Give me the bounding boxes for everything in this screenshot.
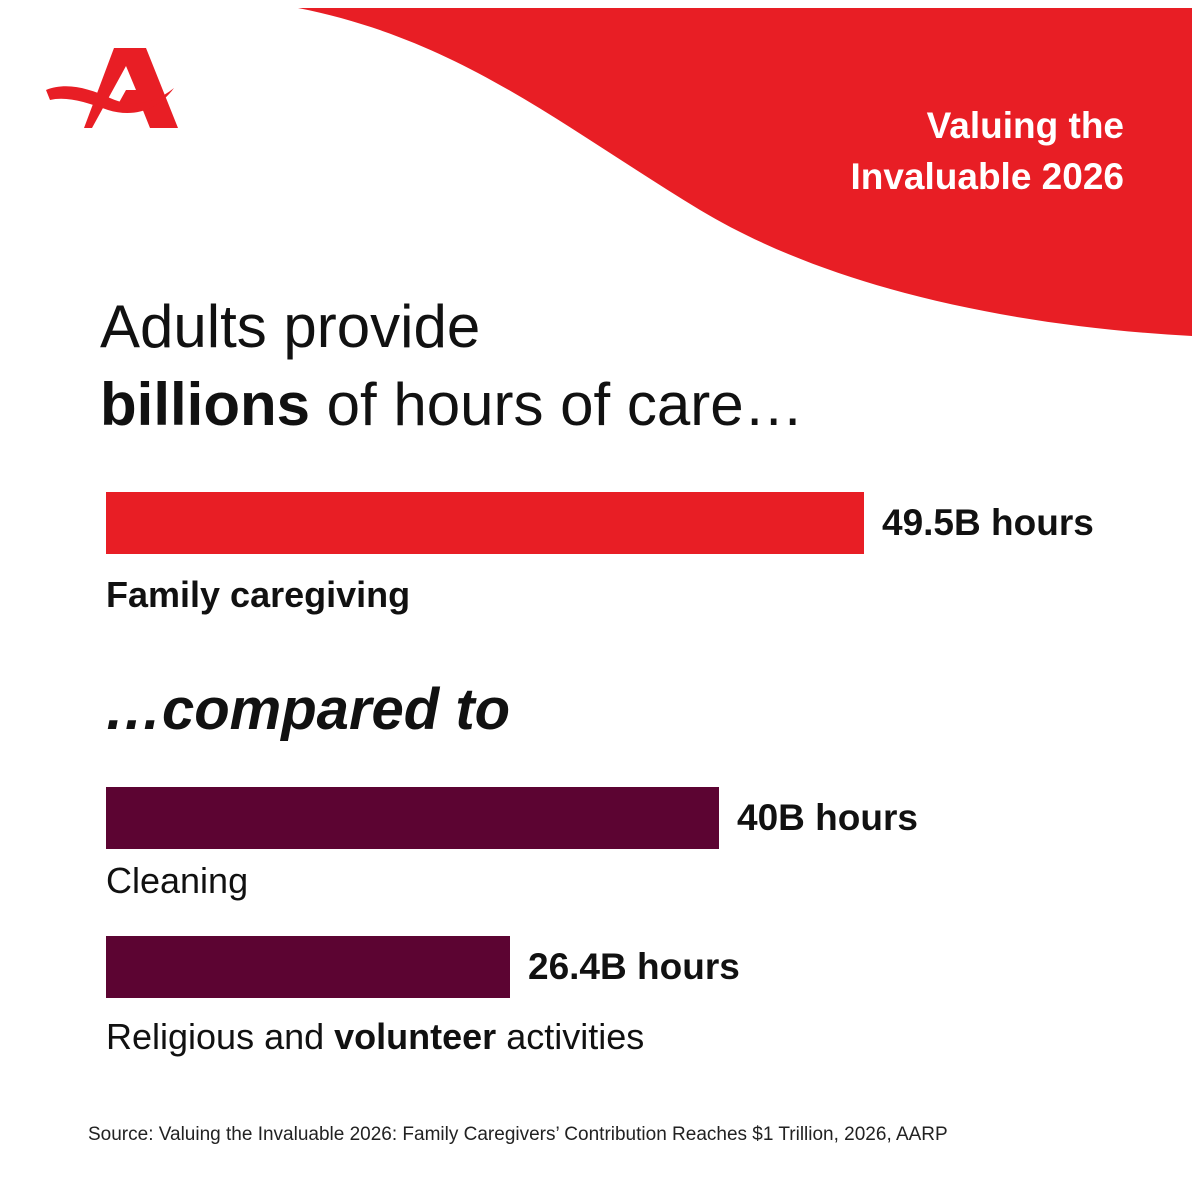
category-label-family-caregiving: Family caregiving bbox=[106, 574, 411, 615]
bar-family-caregiving bbox=[106, 492, 864, 554]
religious-label-emphasis: volunteer bbox=[334, 1016, 497, 1057]
category-label-cleaning: Cleaning bbox=[106, 860, 249, 901]
banner-line-1: Valuing the bbox=[926, 105, 1124, 146]
banner-line-2: Invaluable 2026 bbox=[850, 156, 1124, 197]
category-label-religious-volunteer bbox=[106, 1016, 644, 1058]
headline-emphasis: billions bbox=[100, 371, 310, 438]
comparison-subhead: …compared to bbox=[104, 677, 511, 742]
value-label-family-caregiving: 49.5B hours bbox=[882, 502, 1094, 543]
religious-label-start: Religious and bbox=[106, 1016, 335, 1057]
bar-religious-volunteer bbox=[106, 936, 510, 998]
value-label-cleaning: 40B hours bbox=[737, 797, 918, 838]
religious-label-end: activities bbox=[496, 1016, 645, 1057]
headline-line-2-rest: of hours of care… bbox=[310, 371, 804, 438]
bar-cleaning bbox=[106, 787, 719, 849]
value-label-religious-volunteer: 26.4B hours bbox=[528, 946, 740, 987]
source-footnote: Source: Valuing the Invaluable 2026: Family Caregivers’ Contribution Reaches $1 Trillion, 2026, AARP bbox=[88, 1124, 948, 1145]
headline-line-1: Adults provide bbox=[100, 293, 481, 360]
